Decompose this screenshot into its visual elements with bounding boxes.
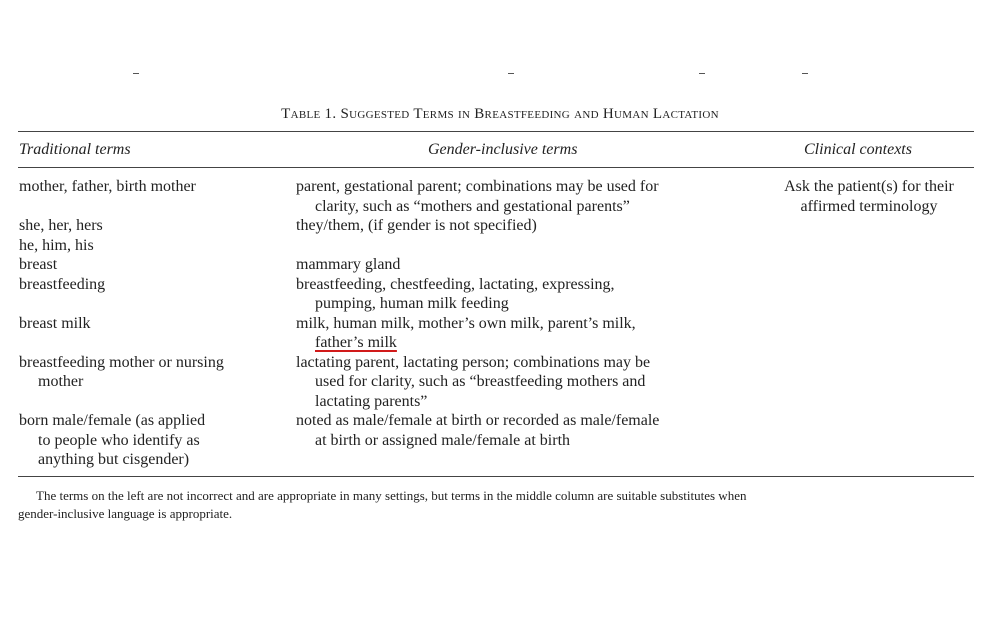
traditional-term: to people who identify as bbox=[38, 431, 200, 449]
inclusive-term: they/them, (if gender is not specified) bbox=[296, 217, 537, 234]
inclusive-term: lactating parents” bbox=[315, 392, 428, 410]
traditional-term: born male/female (as applied bbox=[19, 412, 206, 429]
inclusive-term: mammary gland bbox=[296, 256, 401, 273]
header-rule bbox=[18, 167, 974, 168]
table-row bbox=[19, 314, 91, 334]
table-row bbox=[19, 216, 103, 236]
footnote-line: gender-inclusive language is appropriate. bbox=[18, 506, 233, 521]
header-clinical-contexts: Clinical contexts bbox=[804, 141, 912, 158]
table-row bbox=[19, 353, 224, 392]
table-row bbox=[19, 236, 94, 256]
traditional-term: mother bbox=[38, 373, 84, 390]
clinical-context-line: Ask the patient(s) for their bbox=[784, 178, 954, 195]
clinical-context-line: affirmed terminology bbox=[800, 197, 938, 215]
scan-mark bbox=[133, 73, 139, 74]
table-top-rule bbox=[18, 131, 974, 132]
footnote-line: The terms on the left are not incorrect and are appropriate in many settings, but terms in the middle column are suitable substitutes when bbox=[36, 488, 747, 503]
table-row bbox=[296, 411, 659, 450]
traditional-term: she, her, hers bbox=[19, 217, 103, 234]
table-row bbox=[296, 177, 659, 216]
inclusive-term: noted as male/female at birth or recorded as male/female bbox=[296, 412, 660, 429]
header-gender-inclusive-terms: Gender-inclusive terms bbox=[428, 141, 578, 158]
table-row bbox=[296, 353, 650, 412]
header-traditional-terms: Traditional terms bbox=[19, 141, 131, 158]
inclusive-term: pumping, human milk feeding bbox=[315, 295, 509, 312]
traditional-term: he, him, his bbox=[19, 236, 94, 254]
traditional-term: mother, father, birth mother bbox=[19, 178, 196, 195]
table-row bbox=[19, 255, 57, 275]
traditional-term: breast bbox=[19, 256, 58, 273]
underlined-term: father’s milk bbox=[315, 334, 397, 351]
traditional-term: breast milk bbox=[19, 314, 91, 332]
table-footnote bbox=[18, 487, 976, 523]
table-row bbox=[296, 255, 400, 275]
traditional-term: breastfeeding bbox=[19, 275, 106, 293]
inclusive-term-line bbox=[296, 333, 636, 353]
inclusive-term: at birth or assigned male/female at birth bbox=[315, 431, 571, 449]
inclusive-term: milk, human milk, mother’s own milk, parent’s milk, bbox=[296, 314, 636, 332]
inclusive-term: used for clarity, such as “breastfeeding mothers and bbox=[315, 373, 646, 390]
scan-mark bbox=[699, 73, 705, 74]
scan-mark bbox=[508, 73, 514, 74]
inclusive-term: lactating parent, lactating person; combinations may be bbox=[296, 353, 651, 371]
table-row bbox=[19, 411, 205, 470]
table-row bbox=[296, 275, 615, 314]
table-row bbox=[296, 216, 537, 236]
table-bottom-rule bbox=[18, 476, 974, 477]
inclusive-term: parent, gestational parent; combinations may be used for bbox=[296, 178, 659, 195]
clinical-context bbox=[762, 177, 976, 216]
table-row bbox=[19, 177, 196, 197]
scan-mark bbox=[802, 73, 808, 74]
table-row bbox=[296, 314, 636, 353]
table-row bbox=[19, 275, 105, 295]
inclusive-term: breastfeeding, chestfeeding, lactating, expressing, bbox=[296, 275, 615, 293]
table-caption: Table 1. Suggested Terms in Breastfeeding and Human Lactation bbox=[281, 106, 719, 122]
traditional-term: breastfeeding mother or nursing bbox=[19, 353, 224, 371]
traditional-term: anything but cisgender) bbox=[38, 451, 190, 468]
inclusive-term: clarity, such as “mothers and gestational parents” bbox=[315, 197, 630, 215]
